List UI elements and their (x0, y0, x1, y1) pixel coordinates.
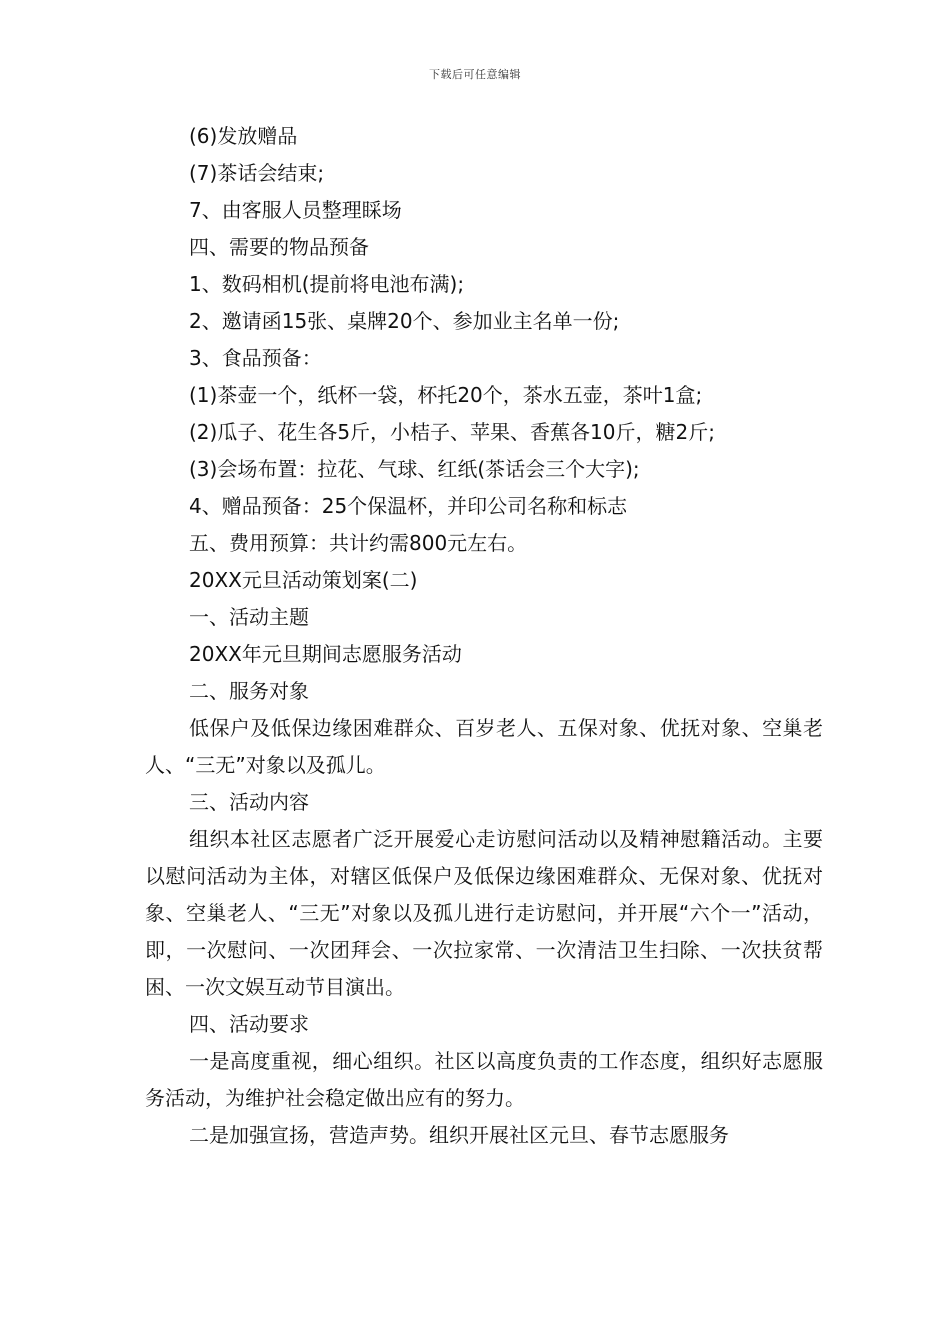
paragraph: 组织本社区志愿者广泛开展爱心走访慰问活动以及精神慰籍活动。主要以慰问活动为主体，对辖区低保户及低保边缘困难群众、无保对象、优抚对象、空巢老人、“三无”对象以及孤儿进行走访慰问，并开展“六个一”活动，即，一次慰问、一次团拜会、一次拉家常、一次清洁卫生扫除、一次扶贫帮困、一次文娱互动节目演出。 (145, 827, 823, 999)
section-heading: 三、活动内容 (189, 790, 309, 814)
section-heading: 五、费用预算：共计约需800元左右。 (189, 531, 528, 555)
paragraph: (2)瓜子、花生各5斤，小桔子、苹果、香蕉各10斤，糖2斤; (189, 420, 715, 444)
paragraph: 20XX年元旦期间志愿服务活动 (189, 642, 462, 666)
paragraph: 4、赠品预备：25个保温杯，并印公司名称和标志 (189, 494, 628, 518)
paragraph: 7、由客服人员整理睬场 (189, 198, 402, 222)
section-heading: 四、需要的物品预备 (189, 235, 369, 259)
section-heading: 四、活动要求 (189, 1012, 309, 1036)
document-body (145, 118, 823, 1154)
paragraph: (1)茶壶一个，纸杯一袋，杯托20个，茶水五壶，茶叶1盒; (189, 383, 703, 407)
section-heading: 一、活动主题 (189, 605, 309, 629)
paragraph: 3、食品预备： (189, 346, 322, 370)
document-subtitle: 20XX元旦活动策划案(二) (189, 568, 418, 592)
paragraph: 一是高度重视，细心组织。社区以高度负责的工作态度，组织好志愿服务活动，为维护社会稳定做出应有的努力。 (145, 1049, 823, 1110)
paragraph: 2、邀请函15张、桌牌20个、参加业主名单一份; (189, 309, 620, 333)
page-header-note: 下载后可任意编辑 (429, 68, 521, 81)
paragraph: (6)发放赠品 (189, 124, 298, 148)
paragraph: (3)会场布置：拉花、气球、红纸(茶话会三个大字); (189, 457, 640, 481)
paragraph: 低保户及低保边缘困难群众、百岁老人、五保对象、优抚对象、空巢老人、“三无”对象以及孤儿。 (145, 716, 823, 777)
paragraph: (7)茶话会结束; (189, 161, 325, 185)
paragraph: 1、数码相机(提前将电池布满); (189, 272, 465, 296)
section-heading: 二、服务对象 (189, 679, 309, 703)
paragraph: 二是加强宣扬，营造声势。组织开展社区元旦、春节志愿服务 (189, 1123, 729, 1147)
